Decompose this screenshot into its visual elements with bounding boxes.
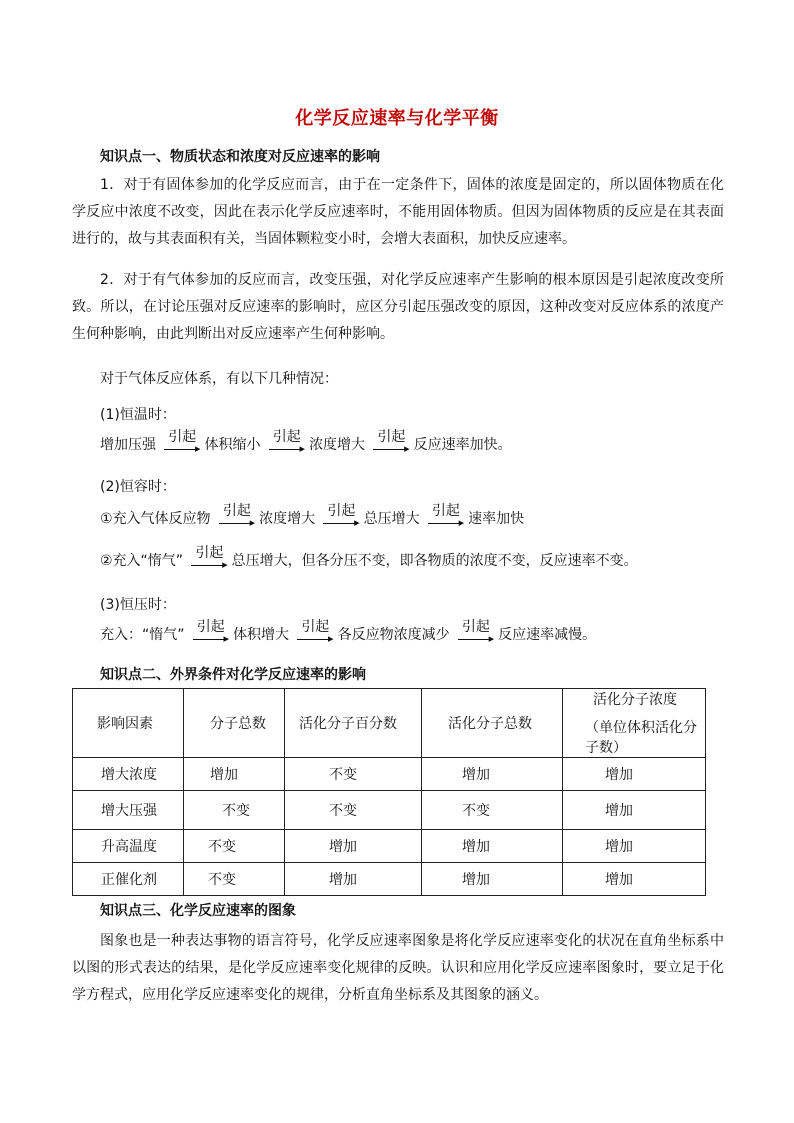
table-row (73, 758, 706, 791)
section3-para: 图象也是一种表达事物的语言符号，化学反应速率图象是将化学反应速率变化的状况在直角坐标系中以图的形式表达的结果，是化学反应速率变化规律的反映。认识和应用化学反应速率图象时，要立足于化学方程式，应用化学反应速率变化的规律，分析直角坐标系及其图象的涵义。 (72, 933, 724, 1003)
table-header-row (73, 689, 706, 758)
cause-arrow: 引起 ▸ (193, 619, 230, 644)
cause-arrow: 引起 ▸ (373, 429, 410, 454)
arrow-label: 引起 (196, 619, 225, 635)
table-row (73, 791, 706, 830)
table-row (73, 863, 706, 896)
gas-intro (100, 358, 338, 388)
table-cell: 增加 (422, 863, 563, 896)
case1-title-text: (1)恒温时： (100, 407, 176, 423)
table-cell: 增加 (285, 863, 422, 896)
case3-title (100, 584, 176, 614)
gas-intro-text: 对于气体反应体系，有以下几种情况： (100, 371, 338, 387)
case1-step: 反应速率加快。 (413, 437, 512, 453)
section1-heading: 知识点一、物质状态和浓度对反应速率的影响 (100, 149, 380, 165)
cause-arrow: 引起 ▸ (297, 619, 334, 644)
case1-title (100, 394, 176, 424)
table-header-cell: 活化分子百分数 (285, 689, 422, 758)
section2-heading: 知识点二、外界条件对化学反应速率的影响 (100, 667, 366, 683)
cause-arrow: 引起 ▸ (219, 503, 256, 528)
table-cell: 不变 (422, 791, 563, 830)
table-cell: 不变 (184, 830, 285, 863)
case2a-step: 浓度增大 (259, 511, 316, 527)
table-cell: 不变 (184, 791, 285, 830)
arrow-label: 引起 (301, 619, 330, 635)
section1-para1: 1．对于有固体参加的化学反应而言，由于在一定条件下，固体的浓度是固定的，所以固体物质在化学反应中浓度不改变，因此在表示化学反应速率时，不能用固体物质。但因为固体物质的反应是在其表面进行的，故与其表面积有关，当固体颗粒变小时，会增大表面积，加快反应速率。 (72, 177, 724, 247)
table-cell: 增加 (184, 758, 285, 791)
case1-step: 体积缩小 (204, 437, 261, 453)
arrow-label: 引起 (431, 503, 460, 519)
page-title: 化学反应速率与化学平衡 (295, 108, 499, 129)
table-cell: 增加 (422, 758, 563, 791)
case3-step: 各反应物浓度减少 (337, 627, 450, 643)
factors-table (72, 688, 706, 896)
arrow-label: 引起 (195, 545, 224, 561)
table-cell: 增加 (563, 863, 706, 896)
table-header-cell: 影响因素 (73, 689, 184, 758)
section3-heading: 知识点三、化学反应速率的图象 (100, 903, 296, 919)
arrow-label: 引起 (272, 429, 301, 445)
arrow-label: 引起 (222, 503, 251, 519)
case2-title-text: (2)恒容时： (100, 479, 176, 495)
cause-arrow: 引起 ▸ (428, 503, 465, 528)
table-header-cell (563, 689, 706, 758)
case2b-step: 总压增大，但各分压不变，即各物质的浓度不变，反应速率不变。 (231, 553, 638, 569)
case3-chain (100, 614, 596, 644)
case1-chain (100, 424, 512, 454)
case3-step: 充入：“惰气” (100, 627, 185, 643)
case3-step: 体积增大 (233, 627, 290, 643)
cause-arrow: 引起 ▸ (458, 619, 495, 644)
arrow-label: 引起 (327, 503, 356, 519)
case2b-step: ②充入“惰气” (100, 553, 184, 569)
table-cell: 升高温度 (73, 830, 184, 863)
table-cell: 不变 (285, 758, 422, 791)
cause-arrow: 引起 ▸ (323, 503, 360, 528)
arrow-label: 引起 (377, 429, 406, 445)
table-cell: 增加 (563, 758, 706, 791)
table-cell: 增大压强 (73, 791, 184, 830)
case3-title-text: (3)恒压时： (100, 597, 176, 613)
case2a-step: 总压增大 (363, 511, 420, 527)
case3-step: 反应速率减慢。 (498, 627, 597, 643)
table-cell: 增加 (563, 830, 706, 863)
table-cell: 正催化剂 (73, 863, 184, 896)
table-cell: 不变 (184, 863, 285, 896)
table-header-line: （单位体积活化分子数） (585, 720, 697, 756)
arrow-label: 引起 (168, 429, 197, 445)
arrow-label: 引起 (461, 619, 490, 635)
cause-arrow: 引起 ▸ (164, 429, 201, 454)
case1-step: 增加压强 (100, 437, 156, 453)
cause-arrow: 引起 ▸ (191, 545, 228, 570)
case2a-chain (100, 498, 524, 528)
case1-step: 浓度增大 (309, 437, 366, 453)
table-header-cell: 活化分子总数 (422, 689, 563, 758)
case2b-chain (100, 540, 638, 570)
table-cell: 增大浓度 (73, 758, 184, 791)
case2-title (100, 466, 176, 496)
section1-para2: 2．对于有气体参加的反应而言，改变压强，对化学反应速率产生影响的根本原因是引起浓度改变所致。所以，在讨论压强对反应速率的影响时，应区分引起压强改变的原因，这种改变对反应体系的浓度产生何种影响，由此判断出对反应速率产生何种影响。 (72, 272, 724, 342)
table-cell: 不变 (285, 791, 422, 830)
table-header-cell: 分子总数 (184, 689, 285, 758)
table-row (73, 830, 706, 863)
table-header-line: 活化分子浓度 (593, 692, 677, 708)
table-cell: 增加 (563, 791, 706, 830)
case2a-step: ①充入气体反应物 (100, 511, 211, 527)
table-cell: 增加 (285, 830, 422, 863)
case2a-step: 速率加快 (468, 511, 525, 527)
table-cell: 增加 (422, 830, 563, 863)
cause-arrow: 引起 ▸ (269, 429, 306, 454)
